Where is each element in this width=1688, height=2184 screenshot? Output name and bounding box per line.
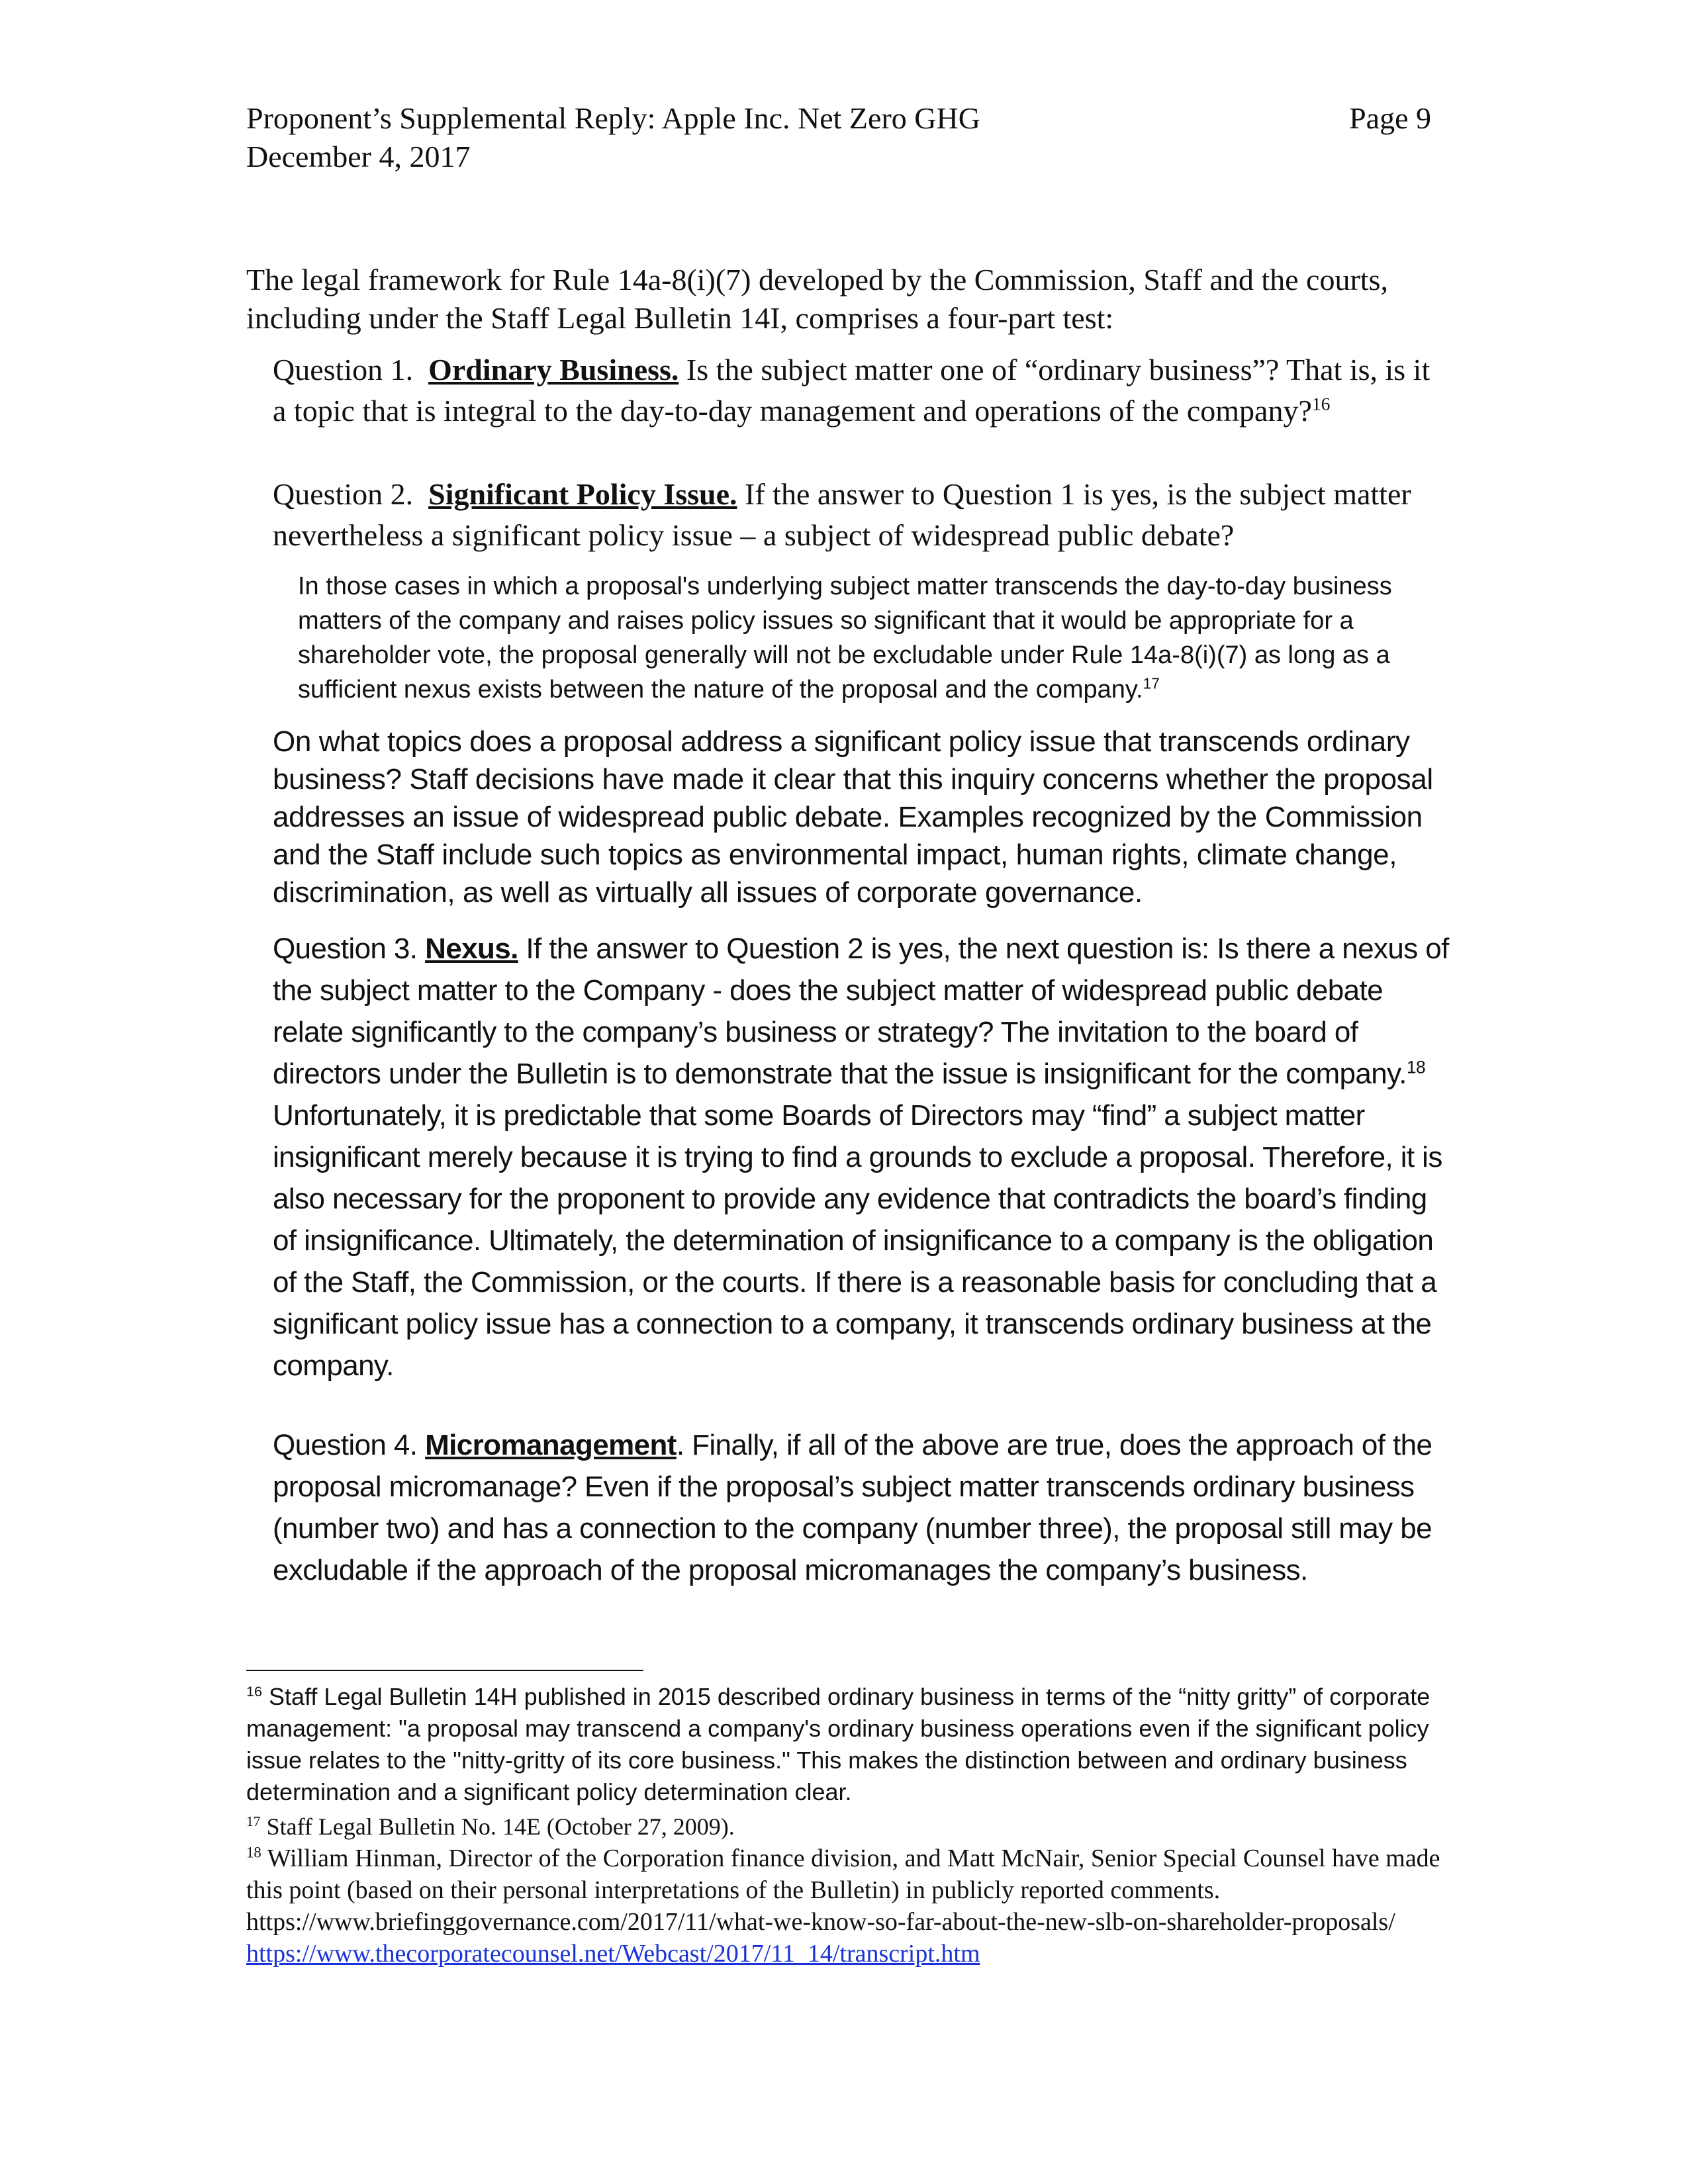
question-3 [273,928,1451,1387]
footnote-18-number: 18 [246,1844,261,1861]
question-2 [273,474,1438,556]
footnote-16-number: 16 [246,1683,263,1700]
question-3-text-b: Unfortunately, it is predictable that some Boards of Directors may “find” a subject matter insignificant merely because it is trying to find a grounds to exclude a proposal. Therefore, it is also necessary for the proponent to provide any evidence that contradicts the board’s finding of insignificance. Ultimately, the determination of insignificance to a company is the obligation of the Staff, the Commission, or the courts. If there is a reasonable basis for concluding that a significant policy issue has a connection to a company, it transcends ordinary business at the company. [273,1099,1442,1382]
footnote-18-text: William Hinman, Director of the Corporation finance division, and Matt McNair, Senior Special Counsel have made this point (based on their personal interpretations of the Bulletin) in publicly reported comments. https://www.briefinggovernance.com/2017/11/what-we-know-so-far-about-the-new-slb-on-shareholder-proposals/ [246,1844,1440,1936]
question-4-prefix: Question 4. [273,1429,418,1461]
footnote-18 [246,1843,1451,1970]
question-4 [273,1424,1451,1591]
footnote-ref-17[interactable]: 17 [1143,674,1160,692]
question-4-heading: Micromanagement [425,1429,677,1461]
question-2-prefix: Question 2. [273,477,414,511]
question-1-prefix: Question 1. [273,353,414,387]
document-date: December 4, 2017 [246,140,471,173]
footnote-16 [246,1681,1451,1808]
footnote-17-text: Staff Legal Bulletin No. 14E (October 27, 2009). [260,1813,735,1840]
question-2-text: If the answer to Question 1 is yes, is the subject matter nevertheless a significant policy issue – a subject of widespread public debate? [273,477,1411,552]
question-3-heading: Nexus. [425,933,518,965]
topics-paragraph: On what topics does a proposal address a significant policy issue that transcends ordinary business? Staff decisions have made it clear that this inquiry concerns whether the proposal addresses an issue of widespread public debate. Examples recognized by the Commission and the Staff include such topics as environmental impact, human rights, climate change, discrimination, as well as virtually all issues of corporate governance. [273,725,1433,909]
question-1-heading: Ordinary Business. [428,353,679,387]
page-header [246,99,980,176]
document-title: Proponent’s Supplemental Reply: Apple Inc. Net Zero GHG [246,101,980,135]
question-3-text-a: If the answer to Question 2 is yes, the next question is: Is there a nexus of the subject matter to the Company - does the subject matter of widespread public debate relate significantly to the company’s business or strategy? The invitation to the board of directors under the Bulletin is to demonstrate that the issue is insignificant for the company. [273,933,1449,1090]
footnote-separator [246,1670,643,1671]
page-number: Page 9 [1349,101,1431,135]
question-1-text: Is the subject matter one of “ordinary business”? That is, is it a topic that is integral to the day-to-day management and operations of the company? [273,353,1430,428]
footnote-17 [246,1811,1451,1843]
question-3-prefix: Question 3. [273,933,418,965]
block-quote-text: In those cases in which a proposal's underlying subject matter transcends the day-to-day business matters of the company and raises policy issues so significant that it would be appropriate for a shareholder vote, the proposal generally will not be excludable under Rule 14a-8(i)(7) as long as a sufficient nexus exists between the nature of the proposal and the company. [298,572,1392,704]
footnote-17-number: 17 [246,1813,261,1829]
intro-paragraph: The legal framework for Rule 14a-8(i)(7) developed by the Commission, Staff and the courts, including under the Staff Legal Bulletin 14I, comprises a four-part test: [246,263,1388,335]
footnote-ref-18[interactable]: 18 [1406,1057,1426,1077]
footnote-ref-16[interactable]: 16 [1311,393,1331,414]
question-4-text: . Finally, if all of the above are true, does the approach of the proposal micromanage? Even if the proposal’s subject matter transcends ordinary business (number two) and has a connection to the company (number three), the proposal still may be excludable if the approach of the proposal micromanages the company’s business. [273,1429,1432,1586]
block-quote [298,569,1450,707]
footnote-16-text: Staff Legal Bulletin 14H published in 2015 described ordinary business in terms of the “nitty gritty” of corporate management: "a proposal may transcend a company's ordinary business operations even if the significant policy issue relates to the "nitty-gritty of its core business." This makes the distinction between and ordinary business determination and a significant policy determination clear. [246,1683,1430,1805]
transcript-link[interactable]: https://www.thecorporatecounsel.net/Webcast/2017/11_14/transcript.htm [246,1940,980,1968]
question-2-heading: Significant Policy Issue. [428,477,737,511]
question-1 [273,349,1451,432]
